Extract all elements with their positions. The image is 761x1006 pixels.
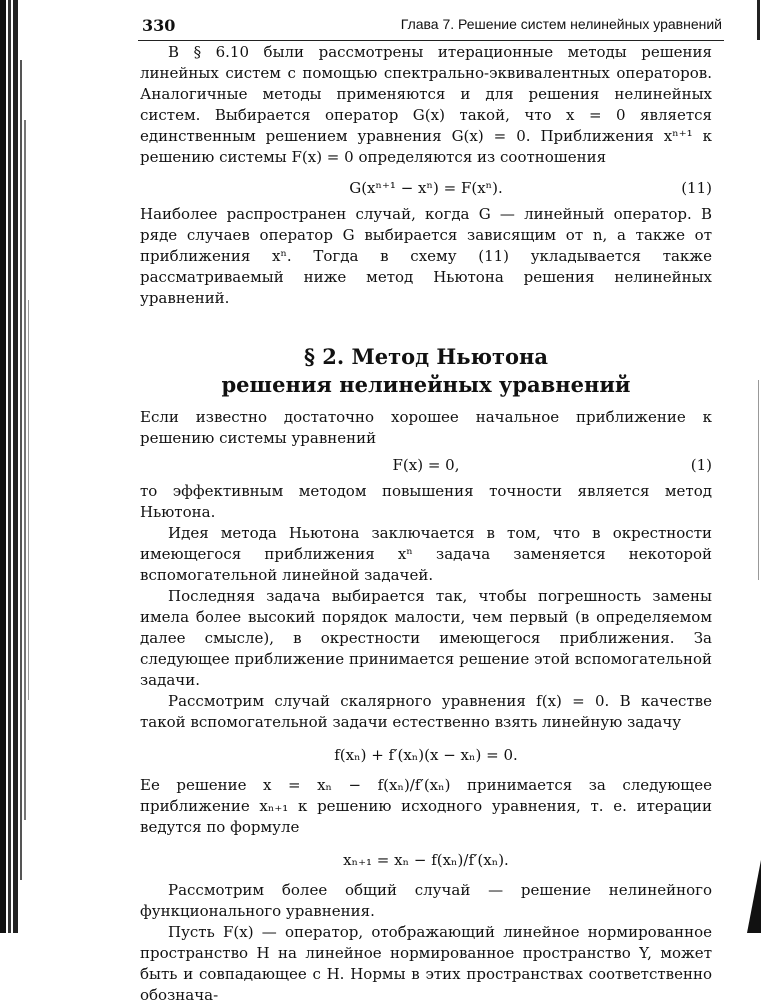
paragraph-initial-approximation: Если известно достаточно хорошее начальное приближение к решению системы уравнений <box>140 408 712 447</box>
equation-iteration <box>140 848 712 872</box>
equation-1-number: (1) <box>690 456 712 474</box>
equation-11-number: (11) <box>681 179 712 197</box>
equation-iteration-body: xₙ₊₁ = xₙ − f(xₙ)/f′(xₙ). <box>343 851 509 869</box>
section-title-line-1: § 2. Метод Ньютона <box>303 344 549 369</box>
equation-1 <box>140 453 712 477</box>
section-title-line-2: решения нелинейных уравнений <box>221 372 631 397</box>
equation-11 <box>140 176 712 200</box>
paragraph-auxiliary-problem: Последняя задача выбирается так, чтобы погрешность замены имела более высокий порядок малости, чем первый (в определяемом далее смысле), в окрестности имеющегося приближения. За следующее приближение принимается решение этой вспомогательной задачи. <box>140 587 712 689</box>
paragraph-iterative-methods: В § 6.10 были рассмотрены итерационные методы решения линейных систем с помощью спектрально-эквивалентных операторов. Аналогичные методы применяются и для решения нелинейных систем. Выбирается оператор G(x) такой, что x = 0 является единственным решением уравнения G(x) = 0. Приближения xⁿ⁺¹ к решению системы F(x) = 0 определяются из соотношения <box>140 43 712 166</box>
paragraph-scalar-case: Рассмотрим случай скалярного уравнения f(x) = 0. В качестве такой вспомогательной задачи естественно взять линейную задачу <box>140 692 712 731</box>
paragraph-newton-idea: Идея метода Ньютона заключается в том, что в окрестности имеющегося приближения xⁿ задача заменяется некоторой вспомогательной линейной задачей. <box>140 524 712 584</box>
paragraph-solution: Ее решение x = xₙ − f(xₙ)/f′(xₙ) принимается за следующее приближение xₙ₊₁ к решению исходного уравнения, т. е. итерации ведутся по формуле <box>140 776 712 836</box>
header-rule <box>138 40 724 41</box>
scan-edge-right <box>737 0 761 933</box>
equation-11-body: G(xⁿ⁺¹ − xⁿ) = F(xⁿ). <box>349 179 503 197</box>
equation-linearized <box>140 743 712 767</box>
paragraph-general-case: Рассмотрим более общий случай — решение нелинейного функционального уравнения. <box>140 881 712 920</box>
equation-1-body: F(x) = 0, <box>392 456 460 474</box>
page-body <box>140 42 712 1006</box>
paragraph-linear-operator: Наиболее распространен случай, когда G — линейный оператор. В ряде случаев оператор G выбирается зависящим от n, а также от приближения xⁿ. Тогда в схему (11) укладывается также рассматриваемый ниже метод Ньютона решения нелинейных уравнений. <box>140 205 712 307</box>
scan-binding-shadow-left <box>0 0 34 933</box>
paragraph-newton-method: то эффективным методом повышения точности является метод Ньютона. <box>140 482 712 521</box>
running-head <box>138 12 724 34</box>
equation-linearized-body: f(xₙ) + f′(xₙ)(x − xₙ) = 0. <box>334 746 518 764</box>
chapter-title: Глава 7. Решение систем нелинейных уравнений <box>400 16 722 32</box>
section-title <box>140 343 712 399</box>
page-number: 330 <box>142 16 176 35</box>
paragraph-operator-definition: Пусть F(x) — оператор, отображающий линейное нормированное пространство H на линейное нормированное пространство Y, может быть и совпадающее с H. Нормы в этих пространствах соответственно обознача- <box>140 923 712 1004</box>
